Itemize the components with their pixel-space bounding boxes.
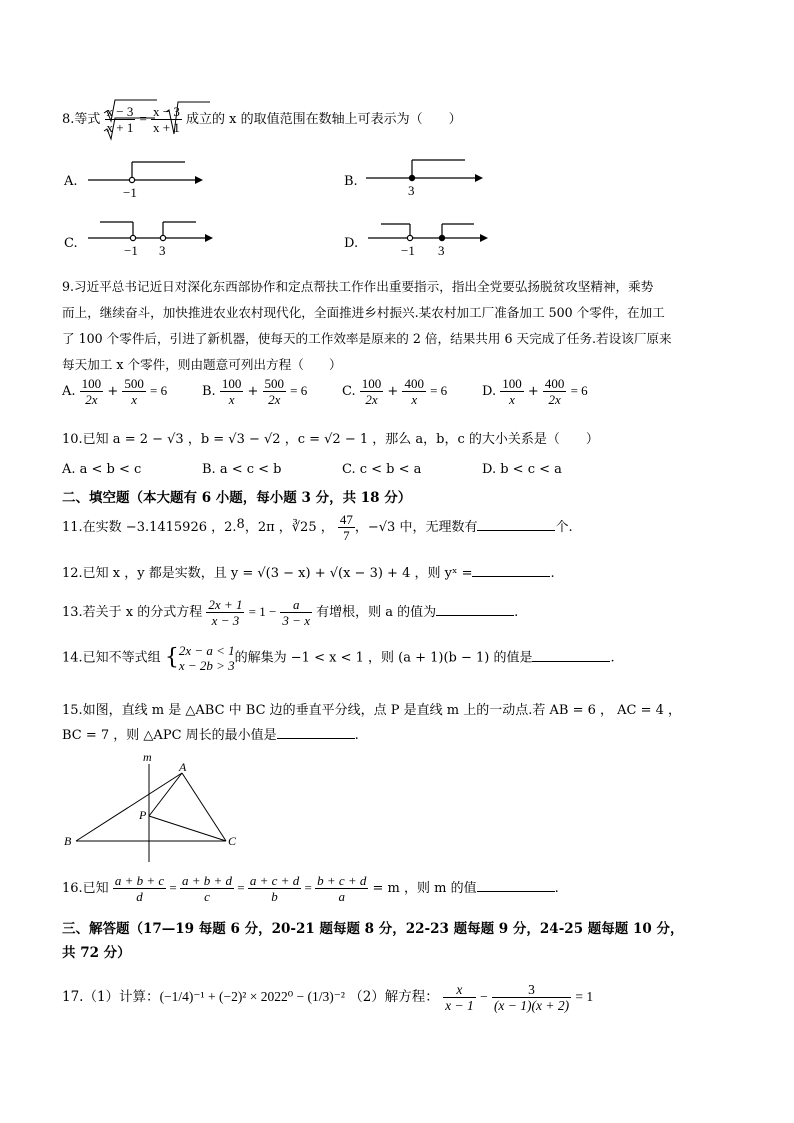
q15-label-p: P (139, 808, 147, 822)
q8-option-a-tick: −1 (123, 185, 137, 200)
q15-line2: BC = 7 ，则 △APC 周长的最小值是 . (62, 728, 359, 743)
q16-stem: 16.已知 $\frac{a + b + c}{d}$ = $\frac{a + b + d}{c}$ = $\frac{a + c + d}{b}$ = $\frac{b + c + d}{a}$ = m ，则 m 的值 . (62, 873, 559, 904)
q15-line1: 15.如图，直线 m 是 △ABC 中 BC 边的垂直平分线，点 P 是直线 m 上的一动点.若 AB = 6 ， AC = 4 ， (62, 703, 682, 718)
q8-option-a-label: A. (64, 174, 78, 189)
q10-option-d: D. b < c < a (482, 462, 562, 477)
q15-label-b: B (64, 834, 72, 848)
q8-stem: 8.等式 $\frac{x - 3}{x + 1}$ = $\frac{x - 3}{x + 1}$ 成立的 x 的取值范围在数轴上可表示为（ ） (62, 104, 462, 135)
section-2-heading: 二、填空题（本大题有 6 小题，每小题 3 分，共 18 分） (62, 490, 412, 506)
section-3-heading-line1: 三、解答题（17—19 每题 6 分，20-21 题每题 8 分，22-23 题每题 9 分，24-25 题每题 10 分， (62, 921, 684, 937)
q12-stem: 12.已知 x ，y 都是实数，且 y = √(3 − x) + √(x − 3) + 4 ，则 yˣ = . (62, 566, 555, 581)
q9-option-d: D. $\frac{100}{x}$ + $\frac{400}{2x}$ = 6 (482, 376, 588, 407)
q9-option-a: A. $\frac{100}{2x}$ + $\frac{500}{x}$ = 6 (62, 376, 168, 407)
q10-option-b: B. a < c < b (202, 462, 282, 477)
section-3-heading-line2: 共 72 分） (62, 945, 131, 961)
q9-line1: 9.习近平总书记近日对深化东西部协作和定点帮扶工作作出重要指示，指出全党要弘扬脱贫攻坚精神，乘势 (62, 279, 654, 294)
q8-left-denominator: x + 1 (106, 120, 134, 135)
q10-stem: 10.已知 a = 2 − √3 ，b = √3 − √2 ，c = √2 − 1 ，那么 a，b，c 的大小关系是（ ） (62, 432, 599, 447)
q8-option-d-tick1: −1 (401, 243, 415, 258)
q9-line2: 而上，继续奋斗，加快推进农业农村现代化，全面推进乡村振兴.某农村加工厂准备加工 500 个零件，在加工 (62, 305, 665, 320)
q9-line4: 每天加工 x 个零件，则由题意可列出方程（ ） (62, 357, 342, 372)
q15-label-c: C (228, 834, 237, 848)
q14-stem: 14.已知不等式组 { 2x − a < 1 x − 2b > 3 的解集为 −1 < x < 1 ，则 (a + 1)(b − 1) 的值是 . (62, 643, 615, 673)
q9-option-c: C. $\frac{100}{2x}$ + $\frac{400}{x}$ = 6 (342, 376, 448, 407)
q17-part1-expression: (−1/4)⁻¹ + (−2)² × 2022⁰ − (1/3)⁻² (159, 989, 345, 1004)
q15-label-m: m (143, 750, 152, 764)
q11-stem: 11.在实数 −3.1415926 ，2.8，2π ，∛25 ， $\frac{47}{7}$ ，−√3 中，无理数有 个. (62, 512, 573, 543)
q10-option-c: C. c < b < a (342, 462, 422, 477)
q8-option-d-tick2: 3 (438, 243, 445, 258)
q8-right-numerator: x − 3 (153, 104, 180, 119)
q13-stem: 13.若关于 x 的分式方程 $\frac{2x + 1}{x - 3}$ = 1 − $\frac{a}{3 - x}$ 有增根，则 a 的值为 . (62, 597, 519, 628)
q8-option-c-tick2: 3 (159, 243, 166, 258)
q8-option-b-label: B. (344, 174, 358, 189)
q8-option-d-label: D. (344, 236, 359, 251)
q8-option-c-label: C. (64, 236, 78, 251)
q8-option-c-tick1: −1 (124, 243, 138, 258)
q10-option-a: A. a < b < c (62, 462, 142, 477)
q17-stem: 17.（1）计算：(−1/4)⁻¹ + (−2)² × 2022⁰ − (1/3)⁻² （2）解方程： $\frac{x}{x - 1}$ − $\frac{3}{(x - 1)(x + 2)}$ = 1 (62, 982, 594, 1013)
q8-right-denominator: x + 1 (153, 120, 180, 135)
q8-left-numerator: x − 3 (106, 104, 134, 119)
q9-option-b: B. $\frac{100}{x}$ + $\frac{500}{2x}$ = 6 (202, 376, 308, 407)
q9-line3: 了 100 个零件后，引进了新机器，使每天的工作效率是原来的 2 倍，结果共用 6 天完成了任务.若设该厂原来 (62, 331, 672, 346)
q15-label-a: A (179, 760, 187, 774)
q8-option-b-tick: 3 (408, 183, 415, 198)
q16-answer-blank[interactable] (477, 879, 555, 892)
